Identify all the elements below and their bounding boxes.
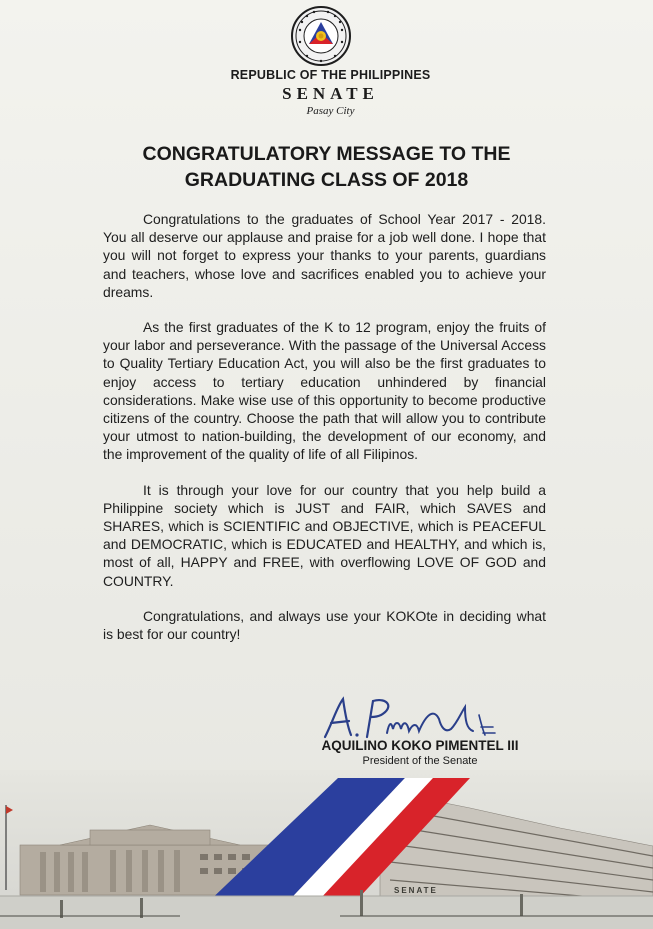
senate-heading: SENATE (282, 84, 379, 103)
building-sign: SENATE (394, 886, 438, 895)
republic-heading: REPUBLIC OF THE PHILIPPINES (230, 68, 431, 82)
city-heading: Pasay City (306, 105, 355, 117)
paragraph-3: It is through your love for our country that you help build a Philippine society which is JUST and FAIR, which SAVES and SHARES, which is SCIENTIFIC and OBJECTIVE, which is PEACEFUL and DEMOCRATIC, which is EDUCATED and HEALTHY, and which is, most of all, HAPPY and FREE, with overflowing LOVE OF GOD and COUNTRY. (103, 481, 546, 589)
paragraph-4: Congratulations, and always use your KOKOte in deciding what is best for our country! (103, 607, 546, 643)
letter-body (103, 210, 546, 660)
paragraph-2: As the first graduates of the K to 12 program, enjoy the fruits of your labor and perseverance. With the passage of the Universal Access to Quality Tertiary Education Act, you will also be the first graduates to enjoy access to tertiary education unhindered by financial considerations. Make wise use of this opportunity to become productive citizens of the country. Choose the path that will allow you to contribute your utmost to nation-building, the development of our economy, and the improvement of the quality of life of all Filipinos. (103, 319, 546, 463)
senate-seal-icon (291, 6, 351, 66)
signatory-name: AQUILINO KOKO PIMENTEL III (321, 738, 519, 753)
handwritten-signature (315, 693, 515, 743)
letter-title (0, 141, 653, 193)
senate-building-illustration (0, 770, 653, 929)
title-line-1: CONGRATULATORY MESSAGE TO THE (142, 143, 511, 165)
title-line-2: GRADUATING CLASS OF 2018 (184, 169, 469, 191)
signatory-position: President of the Senate (362, 755, 478, 767)
paragraph-1: Congratulations to the graduates of School Year 2017 - 2018. You all deserve our applause and praise for a job well done. I hope that you will not forget to express your thanks to your parents, guardians and teachers, whose love and sacrifices enabled you to achieve your dreams. (103, 211, 546, 300)
